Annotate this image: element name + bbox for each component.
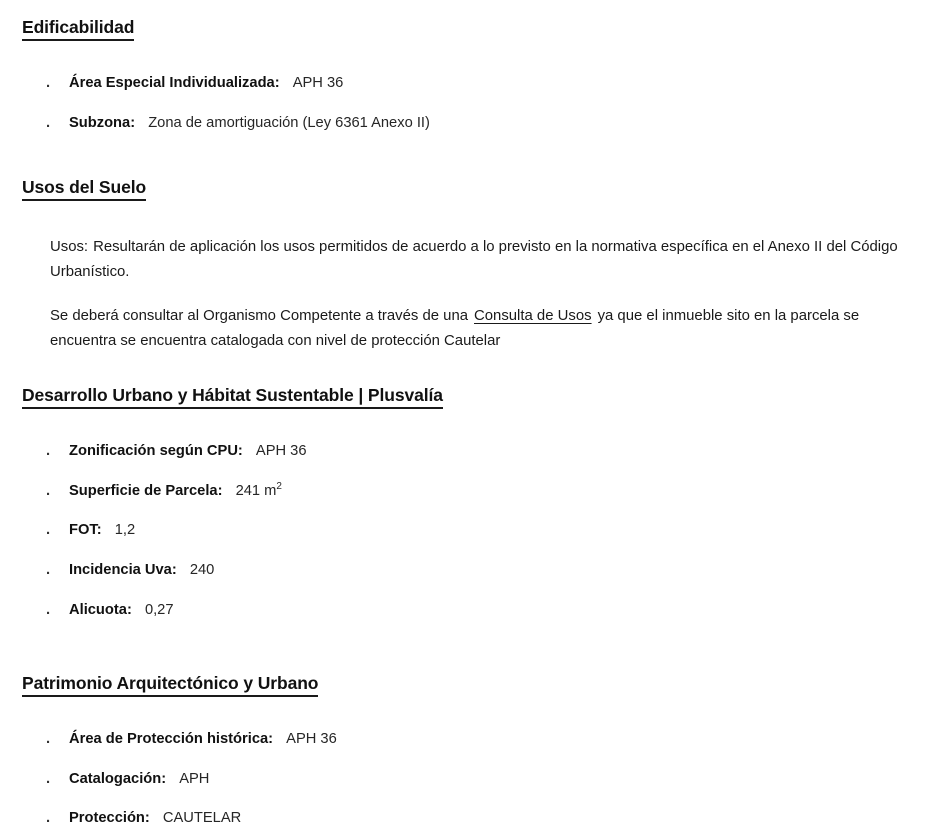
list-item [0,602,937,620]
list-item [0,75,937,93]
list-item [0,771,937,789]
item-label: Subzona: [69,114,136,131]
item-label: Catalogación: [69,770,167,787]
bullet-dot-icon: . [46,522,51,539]
list-item [0,562,937,580]
list-item [0,443,937,461]
section-usos-del-suelo [0,162,937,354]
item-label: Zonificación según CPU: [69,443,243,460]
section-heading-usos-del-suelo: Usos del Suelo [22,177,146,201]
spacer [0,500,937,522]
list-item [0,731,937,749]
item-value: APH 36 [292,75,344,92]
item-label: FOT: [69,522,102,539]
item-value: Zona de amortiguación (Ley 6361 Anexo II) [148,114,430,131]
item-value: APH 36 [255,443,307,460]
item-label: Superficie de Parcela: [69,482,223,499]
spacer [0,749,937,771]
section-heading-patrimonio: Patrimonio Arquitectónico y Urbano [22,673,318,697]
item-label: Área Especial Individualizada: [69,75,280,92]
spacer [0,580,937,602]
bullet-list-patrimonio [0,731,937,828]
paragraph-text: Resultarán de aplicación los usos permitidos de acuerdo a lo previsto en la normativa específica en el Anexo II del Código Urbanístico. [50,239,898,281]
section-edificabilidad [0,2,937,132]
bullet-dot-icon: . [46,770,51,787]
item-label: Incidencia Uva: [69,562,177,579]
spacer [0,540,937,562]
item-value: CAUTELAR [162,810,242,827]
paragraph-text-after: ya que el inmueble sito en la parcela se encuentra se encuentra catalogada con nivel de protección Cautelar [50,308,860,350]
consulta-de-usos-link[interactable]: Consulta de Usos [474,308,592,325]
item-value: 241 $m^2$ [235,480,282,499]
bullet-dot-icon: . [46,601,51,618]
item-label: Área de Protección histórica: [69,731,274,748]
item-value: APH [179,770,210,787]
bullet-dot-icon: . [46,562,51,579]
section-heading-edificabilidad: Edificabilidad [22,17,134,41]
section-heading-desarrollo-urbano: Desarrollo Urbano y Hábitat Sustentable | Plusvalía [22,385,443,409]
list-item [0,810,937,828]
bullet-dot-icon: . [46,75,51,92]
item-value: 0,27 [144,601,174,618]
list-item [0,522,937,540]
list-item [0,480,937,501]
bullet-list-edificabilidad [0,75,937,132]
paragraph-consulta [0,304,937,354]
spacer [0,461,937,483]
item-value: APH 36 [286,731,337,748]
section-desarrollo-urbano [0,370,937,619]
bullet-dot-icon: . [46,443,51,460]
spacer [0,788,937,810]
section-patrimonio [0,658,937,828]
bullet-list-desarrollo-urbano [0,443,937,619]
spacer [0,93,937,115]
item-value: 1,2 [114,522,136,539]
bullet-dot-icon: . [46,114,51,131]
item-label: Alicuota: [69,601,132,618]
paragraph-lead: Usos: [50,239,89,256]
paragraph-text-before: Se deberá consultar al Organismo Competente a través de una [50,308,469,325]
bullet-dot-icon: . [46,731,51,748]
bullet-dot-icon: . [46,482,51,499]
bullet-dot-icon: . [46,810,51,827]
item-value: 240 [189,562,215,579]
item-label: Protección: [69,810,150,827]
list-item [0,115,937,133]
paragraph-usos [0,235,937,285]
